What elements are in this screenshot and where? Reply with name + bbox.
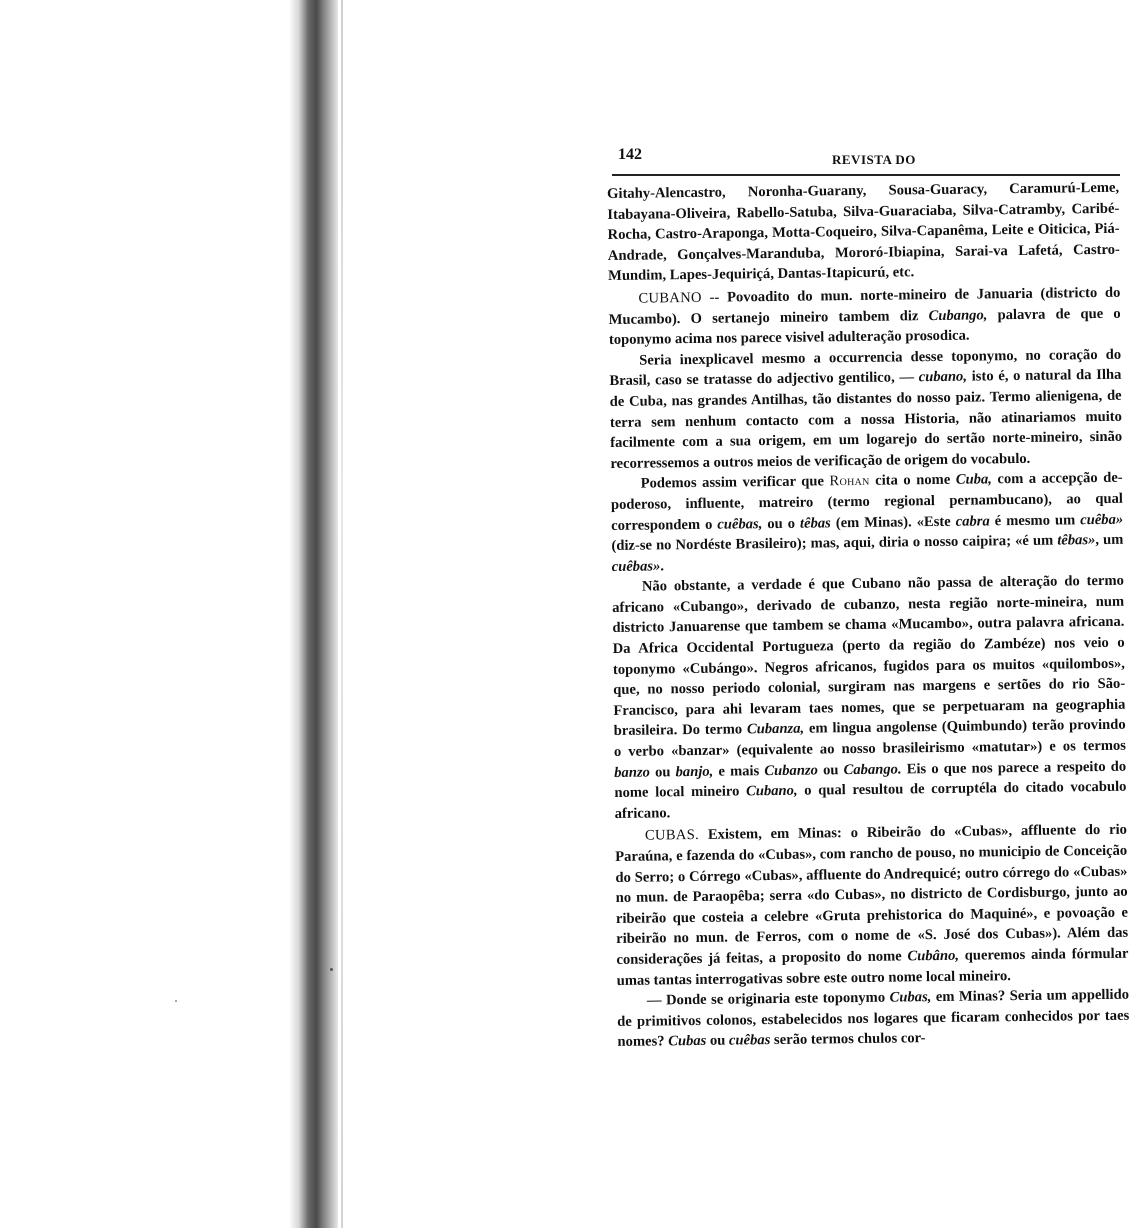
- page-header: [612, 146, 1120, 176]
- text-paragraph: [617, 985, 1130, 1053]
- text-run: Seria inexplicavel mesmo a occurrencia desse toponymo, no coração do Brasil, caso se tratasse do adjectivo gentilico, —: [609, 346, 1122, 390]
- italic-term: cuêba»: [1080, 511, 1124, 528]
- italic-term: Cubanzo: [764, 762, 818, 779]
- italic-term: Cubas: [668, 1033, 707, 1050]
- text-run: ou: [649, 763, 676, 781]
- running-head: REVISTA DO: [832, 152, 916, 167]
- text-run: isto é, o natural da Ilha de Cuba, nas grandes Antilhas, tão distantes do nosso paiz. Termo alienigena, de terra sem nenhum contacto com a nossa Historia, não atinariamos muito facilmente com a sua origem, em um logarejo do sertão norte-mineiro, sinão recorressemos a outros meios de verificação de origem do vocabulo.: [609, 367, 1123, 472]
- text-run: — Donde se originaria este toponymo: [646, 989, 890, 1009]
- scan-speck: [330, 968, 333, 971]
- italic-term: cabra: [955, 512, 990, 530]
- text-run: Existem, em Minas: o Ribeirão do «Cubas», affluente do rio Paraúna, e fazenda do «Cubas», com rancho de pouso, no municipio de Conceição do Serro; o Córrego «Cubas», affluente do Andrequicé; outro córrego do «Cubas» no mun. de Paraopêba; serra «do Cubas», no districto de Cordisburgo, junto ao ribeirão que costeia a celebre «Gruta prehistorica do Maquiné», e povoação e ribeirão no mun. de Ferros, com o nome de «S. José dos Cubas»). Além das considerações já feitas, a proposito do nome: [615, 822, 1129, 968]
- text-paragraph: [612, 571, 1127, 824]
- text-run: Gitahy-Alencastro, Noronha-Guarany, Sousa-Guaracy, Caramurú-Leme, Itabayana-Oliveira, Rabello-Satuba, Silva-Guaraciaba, Silva-Catramby, Caribé-Rocha, Castro-Araponga, Motta-Coqueiro, Silva-Capanêma, Leite e Oiticica, Piá-Andrade, Gonçalves-Maranduba, Mororó-Ibiapina, Sarai-va Lafetá, Castro-Mundim, Lapes-Jequiriçá, Dantas-Itapicurú, etc.: [607, 179, 1120, 285]
- italic-term: Cabango.: [843, 761, 902, 778]
- article-body: [607, 178, 1130, 1053]
- text-run: queremos ainda fórmular umas tantas interrogativas sobre este outro nome local mineiro.: [616, 945, 1129, 989]
- text-run: ou: [706, 1032, 730, 1050]
- text-run: em lingua angolense (Quimbundo) terão provindo o verbo «banzar» (equivalente ao nosso brasileirismo «matutar») e os termos: [613, 717, 1126, 760]
- entry-paragraph: [615, 820, 1129, 991]
- text-paragraph: [611, 468, 1124, 577]
- entry-headword: CUBANO: [638, 289, 702, 307]
- text-run: , um: [1095, 531, 1124, 549]
- italic-term: banjo,: [675, 763, 714, 780]
- text-run: em Minas? Seria um appellido de primitivos colonos, estabelecidos nos logares que ficaram conhecidos por taes nomes?: [617, 986, 1130, 1051]
- text-run: com a accepção de-poderoso, influente, matreiro (termo regional pernambucano), ao qual correspondem o: [610, 470, 1123, 534]
- text-run: .: [660, 558, 665, 575]
- text-run: Eis o que nos parece a respeito do nome local mineiro: [614, 758, 1127, 802]
- page-number: 142: [618, 146, 642, 163]
- text-run: é mesmo um: [989, 511, 1081, 529]
- italic-term: cubano,: [918, 368, 968, 386]
- text-run: serão termos chulos cor-: [770, 1030, 926, 1049]
- italic-term: Cubanza,: [746, 721, 805, 738]
- text-run: (em Minas). «Este: [830, 513, 956, 531]
- text-run: o qual resultou de corruptéla do citado vocabulo africano.: [614, 778, 1127, 822]
- italic-term: Cubano,: [745, 782, 798, 800]
- text-run: Não obstante, a verdade é que Cubano não passa de alteração do termo africano «Cubango», derivado de cubanzo, nesta região norte-mineira, num districto Januarense que tambem se chama «Mucambo», outra palavra africana. Da Africa Occidental Portugueza (perto da região do Zambéze) nos veio o toponymo «Cubángo». Negros africanos, fugidos para os muitos «quilombos», que, no nosso periodo colonial, surgiram nas margens e sertões do rio São-Francisco, para ahi levaram taes nomes, que se perpetuaram na geographia brasileira. Do termo: [612, 572, 1126, 740]
- text-paragraph: [607, 178, 1120, 287]
- text-run: ou o: [762, 515, 801, 532]
- italic-term: cuêbas: [728, 1032, 771, 1049]
- italic-term: cuêbas,: [717, 515, 763, 533]
- scan-speck: [175, 1000, 177, 1002]
- entry-paragraph: [608, 283, 1121, 351]
- italic-term: banzo: [614, 764, 650, 781]
- italic-term: Cuba,: [955, 471, 992, 489]
- text-run: -- Povoadito do mun. norte-mineiro de Januaria (districto do Mucambo). O sertanejo mineiro tambem diz: [608, 284, 1121, 328]
- text-run: cita o nome: [869, 472, 956, 490]
- gutter-line: [341, 0, 343, 1228]
- italic-term: têbas: [799, 514, 831, 532]
- text-run: (diz-se no Nordéste Brasileiro); mas, aqui, diria o nosso caipira; «é um: [611, 532, 1058, 555]
- italic-term: Cubâno,: [907, 947, 960, 965]
- text-run: Podemos assim verificar que: [640, 473, 830, 492]
- text-paragraph: [609, 344, 1122, 474]
- author-name: Rohan: [829, 473, 870, 490]
- italic-term: cuêbas»: [611, 558, 661, 575]
- book-spine-shadow: [290, 0, 338, 1228]
- text-run: ou: [817, 761, 844, 779]
- italic-term: têbas»: [1057, 532, 1096, 549]
- italic-term: Cubango,: [928, 306, 988, 324]
- italic-term: Cubas,: [889, 989, 932, 1006]
- text-run: palavra de que o toponymo acima nos parece visivel adulteração prosodica.: [608, 305, 1121, 349]
- text-run: e mais: [713, 762, 765, 780]
- entry-headword: CUBAS.: [644, 827, 700, 844]
